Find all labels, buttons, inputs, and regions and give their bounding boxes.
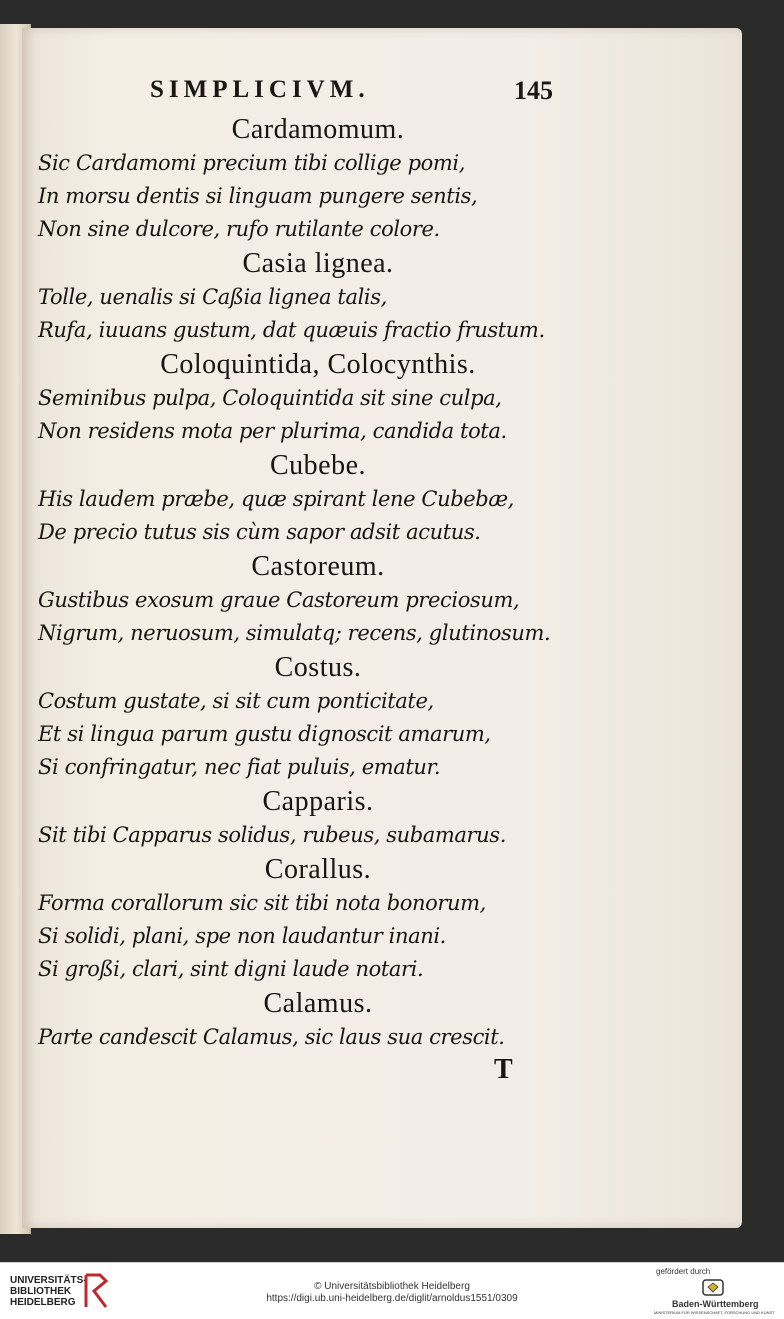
state-crest-icon: [700, 1277, 726, 1297]
section-heading: Castoreum.: [251, 551, 385, 582]
catchword: T: [494, 1054, 513, 1085]
verse-line: Sit tibi Capparus solidus, rubeus, subamarus.: [38, 823, 506, 847]
verse-line: Non residens mota per plurima, candida tota.: [38, 419, 507, 443]
sponsor-block[interactable]: [648, 1267, 778, 1317]
section-heading: Casia lignea.: [242, 248, 394, 279]
verse-line: Forma corallorum sic sit tibi nota bonorum,: [38, 891, 486, 915]
viewer-footer: [0, 1262, 784, 1319]
page-number: 145: [514, 76, 553, 105]
verse-line: Si solidi, plani, spe non laudantur inani.: [38, 924, 446, 948]
section-heading: Cardamomum.: [231, 114, 405, 145]
verse-line: His laudem præbe, quæ spirant lene Cubebæ,: [38, 487, 514, 511]
verse-line: In morsu dentis si linguam pungere sentis,: [38, 184, 478, 208]
text-block: [38, 112, 598, 1054]
verse-line: Parte candescit Calamus, sic laus sua crescit.: [38, 1025, 505, 1049]
sponsor-state: Baden-Württemberg: [672, 1299, 759, 1309]
sponsor-ministry: MINISTERIUM FÜR WISSENSCHAFT, FORSCHUNG UND KUNST: [654, 1310, 775, 1315]
section-heading: Calamus.: [263, 988, 373, 1019]
running-head-title: SIMPLICIVM.: [150, 76, 370, 103]
section-heading: Coloquintida, Colocynthis.: [160, 349, 476, 380]
permalink[interactable]: https://digi.ub.uni-heidelberg.de/diglit/arnoldus1551/0309: [266, 1293, 518, 1304]
verse-line: De precio tutus sis cùm sapor adsit acutus.: [38, 520, 481, 544]
verse-line: Et si lingua parum gustu dignoscit amarum,: [38, 722, 491, 746]
section-heading: Corallus.: [264, 854, 372, 885]
library-name: UNIVERSITÄTS- BIBLIOTHEK HEIDELBERG: [10, 1275, 87, 1308]
verse-line: Sic Cardamomi precium tibi collige pomi,: [38, 151, 465, 175]
running-header: [150, 76, 570, 110]
verse-line: Si confringatur, nec fiat puluis, ematur.: [38, 755, 441, 779]
copyright-text: © Universitätsbibliothek Heidelberg: [314, 1281, 470, 1292]
verse-line: Gustibus exosum graue Castoreum preciosum,: [38, 588, 520, 612]
section-heading: Costus.: [274, 652, 362, 683]
verse-line: Costum gustate, si sit cum ponticitate,: [38, 689, 434, 713]
verse-line: Seminibus pulpa, Coloquintida sit sine culpa,: [38, 386, 502, 410]
verse-line: Tolle, uenalis si Caßia lignea talis,: [38, 285, 387, 309]
section-heading: Capparis.: [262, 786, 374, 817]
verse-line: Nigrum, neruosum, simulatq; recens, glutinosum.: [38, 621, 551, 645]
sponsor-label: gefördert durch: [656, 1267, 711, 1276]
section-heading: Cubebe.: [269, 450, 367, 481]
verse-line: Si großi, clari, sint digni laude notari.: [38, 957, 424, 981]
verse-line: Non sine dulcore, rufo rutilante colore.: [38, 217, 440, 241]
verse-line: Rufa, iuuans gustum, dat quæuis fractio frustum.: [38, 318, 545, 342]
